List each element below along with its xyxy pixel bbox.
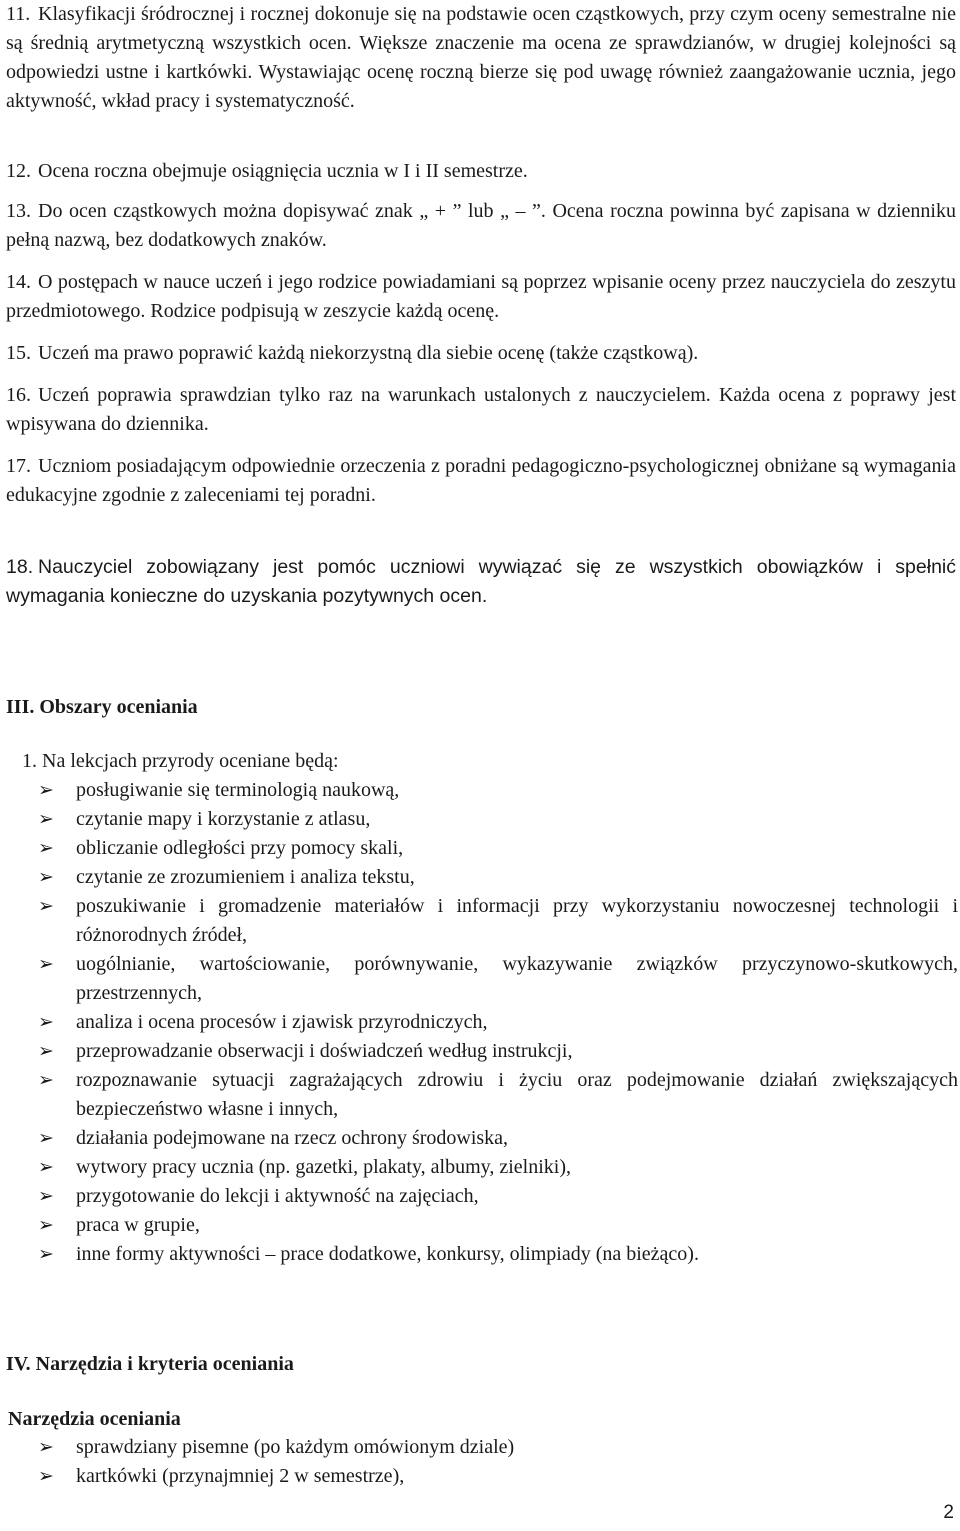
section-heading-narzedzia: IV. Narzędzia i kryteria oceniania [6, 1353, 294, 1375]
list-item-12 [6, 157, 956, 186]
arrow-bullet-icon: ➢ [38, 1040, 54, 1062]
list-item-13 [6, 197, 956, 255]
arrow-bullet-icon: ➢ [38, 1011, 54, 1033]
item-number: 18. [6, 556, 34, 578]
item-number: 13. [6, 200, 31, 222]
list-item: ➢ praca w grupie, [38, 1211, 958, 1240]
bullet-list-obszary [38, 776, 958, 1269]
list-item-15 [6, 339, 956, 368]
item-number: 17. [6, 455, 31, 477]
item-text: Uczeń poprawia sprawdzian tylko raz na warunkach ustalonych z nauczycielem. Każda ocena z poprawy jest wpisywana do dziennika. [6, 384, 956, 435]
list-item: ➢ analiza i ocena procesów i zjawisk przyrodniczych, [38, 1008, 958, 1037]
section-intro: 1. Na lekcjach przyrody oceniane będą: [22, 750, 339, 772]
arrow-bullet-icon: ➢ [38, 1436, 54, 1458]
page-number: 2 [943, 1502, 954, 1523]
list-item-14 [6, 268, 956, 326]
list-item: ➢ sprawdziany pisemne (po każdym omówionym dziale) [38, 1433, 958, 1462]
arrow-bullet-icon: ➢ [38, 808, 54, 830]
list-item: ➢ obliczanie odległości przy pomocy skali, [38, 834, 958, 863]
item-text: Uczniom posiadającym odpowiednie orzeczenia z poradni pedagogiczno-psychologicznej obniżane są wymagania edukacyjne zgodnie z zaleceniami tej poradni. [6, 455, 956, 506]
item-text: Ocena roczna obejmuje osiągnięcia ucznia w I i II semestrze. [38, 160, 528, 182]
list-item: ➢ wytwory pracy ucznia (np. gazetki, plakaty, albumy, zielniki), [38, 1153, 958, 1182]
arrow-bullet-icon: ➢ [38, 1214, 54, 1236]
section-heading-obszary: III. Obszary oceniania [6, 696, 198, 718]
arrow-bullet-icon: ➢ [38, 1156, 54, 1178]
item-number: 11. [6, 3, 31, 25]
list-item-17 [6, 452, 956, 510]
list-item: ➢ posługiwanie się terminologią naukową, [38, 776, 958, 805]
arrow-bullet-icon: ➢ [38, 1127, 54, 1149]
item-text: Do ocen cząstkowych można dopisywać znak „ + ” lub „ – ”. Ocena roczna powinna być zapisana w dzienniku pełną nazwą, bez dodatkowych znaków. [6, 200, 956, 251]
arrow-bullet-icon: ➢ [38, 1243, 54, 1265]
subsection-heading: Narzędzia oceniania [8, 1408, 181, 1430]
list-item: ➢ poszukiwanie i gromadzenie materiałów i informacji przy wykorzystaniu nowoczesnej technologii i różnorodnych źródeł, [38, 892, 958, 950]
item-text: Uczeń ma prawo poprawić każdą niekorzystną dla siebie ocenę (także cząstkową). [38, 342, 699, 364]
item-number: 14. [6, 271, 31, 293]
item-number: 12. [6, 160, 31, 182]
arrow-bullet-icon: ➢ [38, 866, 54, 888]
arrow-bullet-icon: ➢ [38, 837, 54, 859]
list-item: ➢ działania podejmowane na rzecz ochrony środowiska, [38, 1124, 958, 1153]
arrow-bullet-icon: ➢ [38, 953, 54, 975]
arrow-bullet-icon: ➢ [38, 1185, 54, 1207]
list-item: ➢ przygotowanie do lekcji i aktywność na zajęciach, [38, 1182, 958, 1211]
list-item: ➢ czytanie ze zrozumieniem i analiza tekstu, [38, 863, 958, 892]
list-item: ➢ kartkówki (przynajmniej 2 w semestrze), [38, 1462, 958, 1491]
list-item: ➢ rozpoznawanie sytuacji zagrażających zdrowiu i życiu oraz podejmowanie działań zwiększających bezpieczeństwo własne i innych, [38, 1066, 958, 1124]
list-item-11 [6, 0, 956, 116]
item-number: 15. [6, 342, 31, 364]
item-text: Nauczyciel zobowiązany jest pomóc uczniowi wywiązać się ze wszystkich obowiązków i spełnić wymagania konieczne do uzyskania pozytywnych ocen. [6, 556, 956, 607]
arrow-bullet-icon: ➢ [38, 1465, 54, 1487]
list-item-16 [6, 381, 956, 439]
bullet-list-narzedzia [38, 1433, 958, 1491]
list-item: ➢ czytanie mapy i korzystanie z atlasu, [38, 805, 958, 834]
arrow-bullet-icon: ➢ [38, 895, 54, 917]
list-item: ➢ inne formy aktywności – prace dodatkowe, konkursy, olimpiady (na bieżąco). [38, 1240, 958, 1269]
list-item-18 [6, 553, 956, 611]
item-text: O postępach w nauce uczeń i jego rodzice powiadamiani są poprzez wpisanie oceny przez nauczyciela do zeszytu przedmiotowego. Rodzice podpisują w zeszycie każdą ocenę. [6, 271, 956, 322]
item-number: 16. [6, 384, 31, 406]
arrow-bullet-icon: ➢ [38, 779, 54, 801]
list-item: ➢ przeprowadzanie obserwacji i doświadczeń według instrukcji, [38, 1037, 958, 1066]
list-item: ➢ uogólnianie, wartościowanie, porównywanie, wykazywanie związków przyczynowo-skutkowych, przestrzennych, [38, 950, 958, 1008]
arrow-bullet-icon: ➢ [38, 1069, 54, 1091]
item-text: Klasyfikacji śródrocznej i rocznej dokonuje się na podstawie ocen cząstkowych, przy czym oceny semestralne nie są średnią arytmetyczną wszystkich ocen. Większe znaczenie ma ocena ze sprawdzianów, w drugiej kolejności są odpowiedzi ustne i kartkówki. Wystawiając ocenę roczną bierze się pod uwagę również zaangażowanie ucznia, jego aktywność, wkład pracy i systematyczność. [6, 3, 956, 112]
